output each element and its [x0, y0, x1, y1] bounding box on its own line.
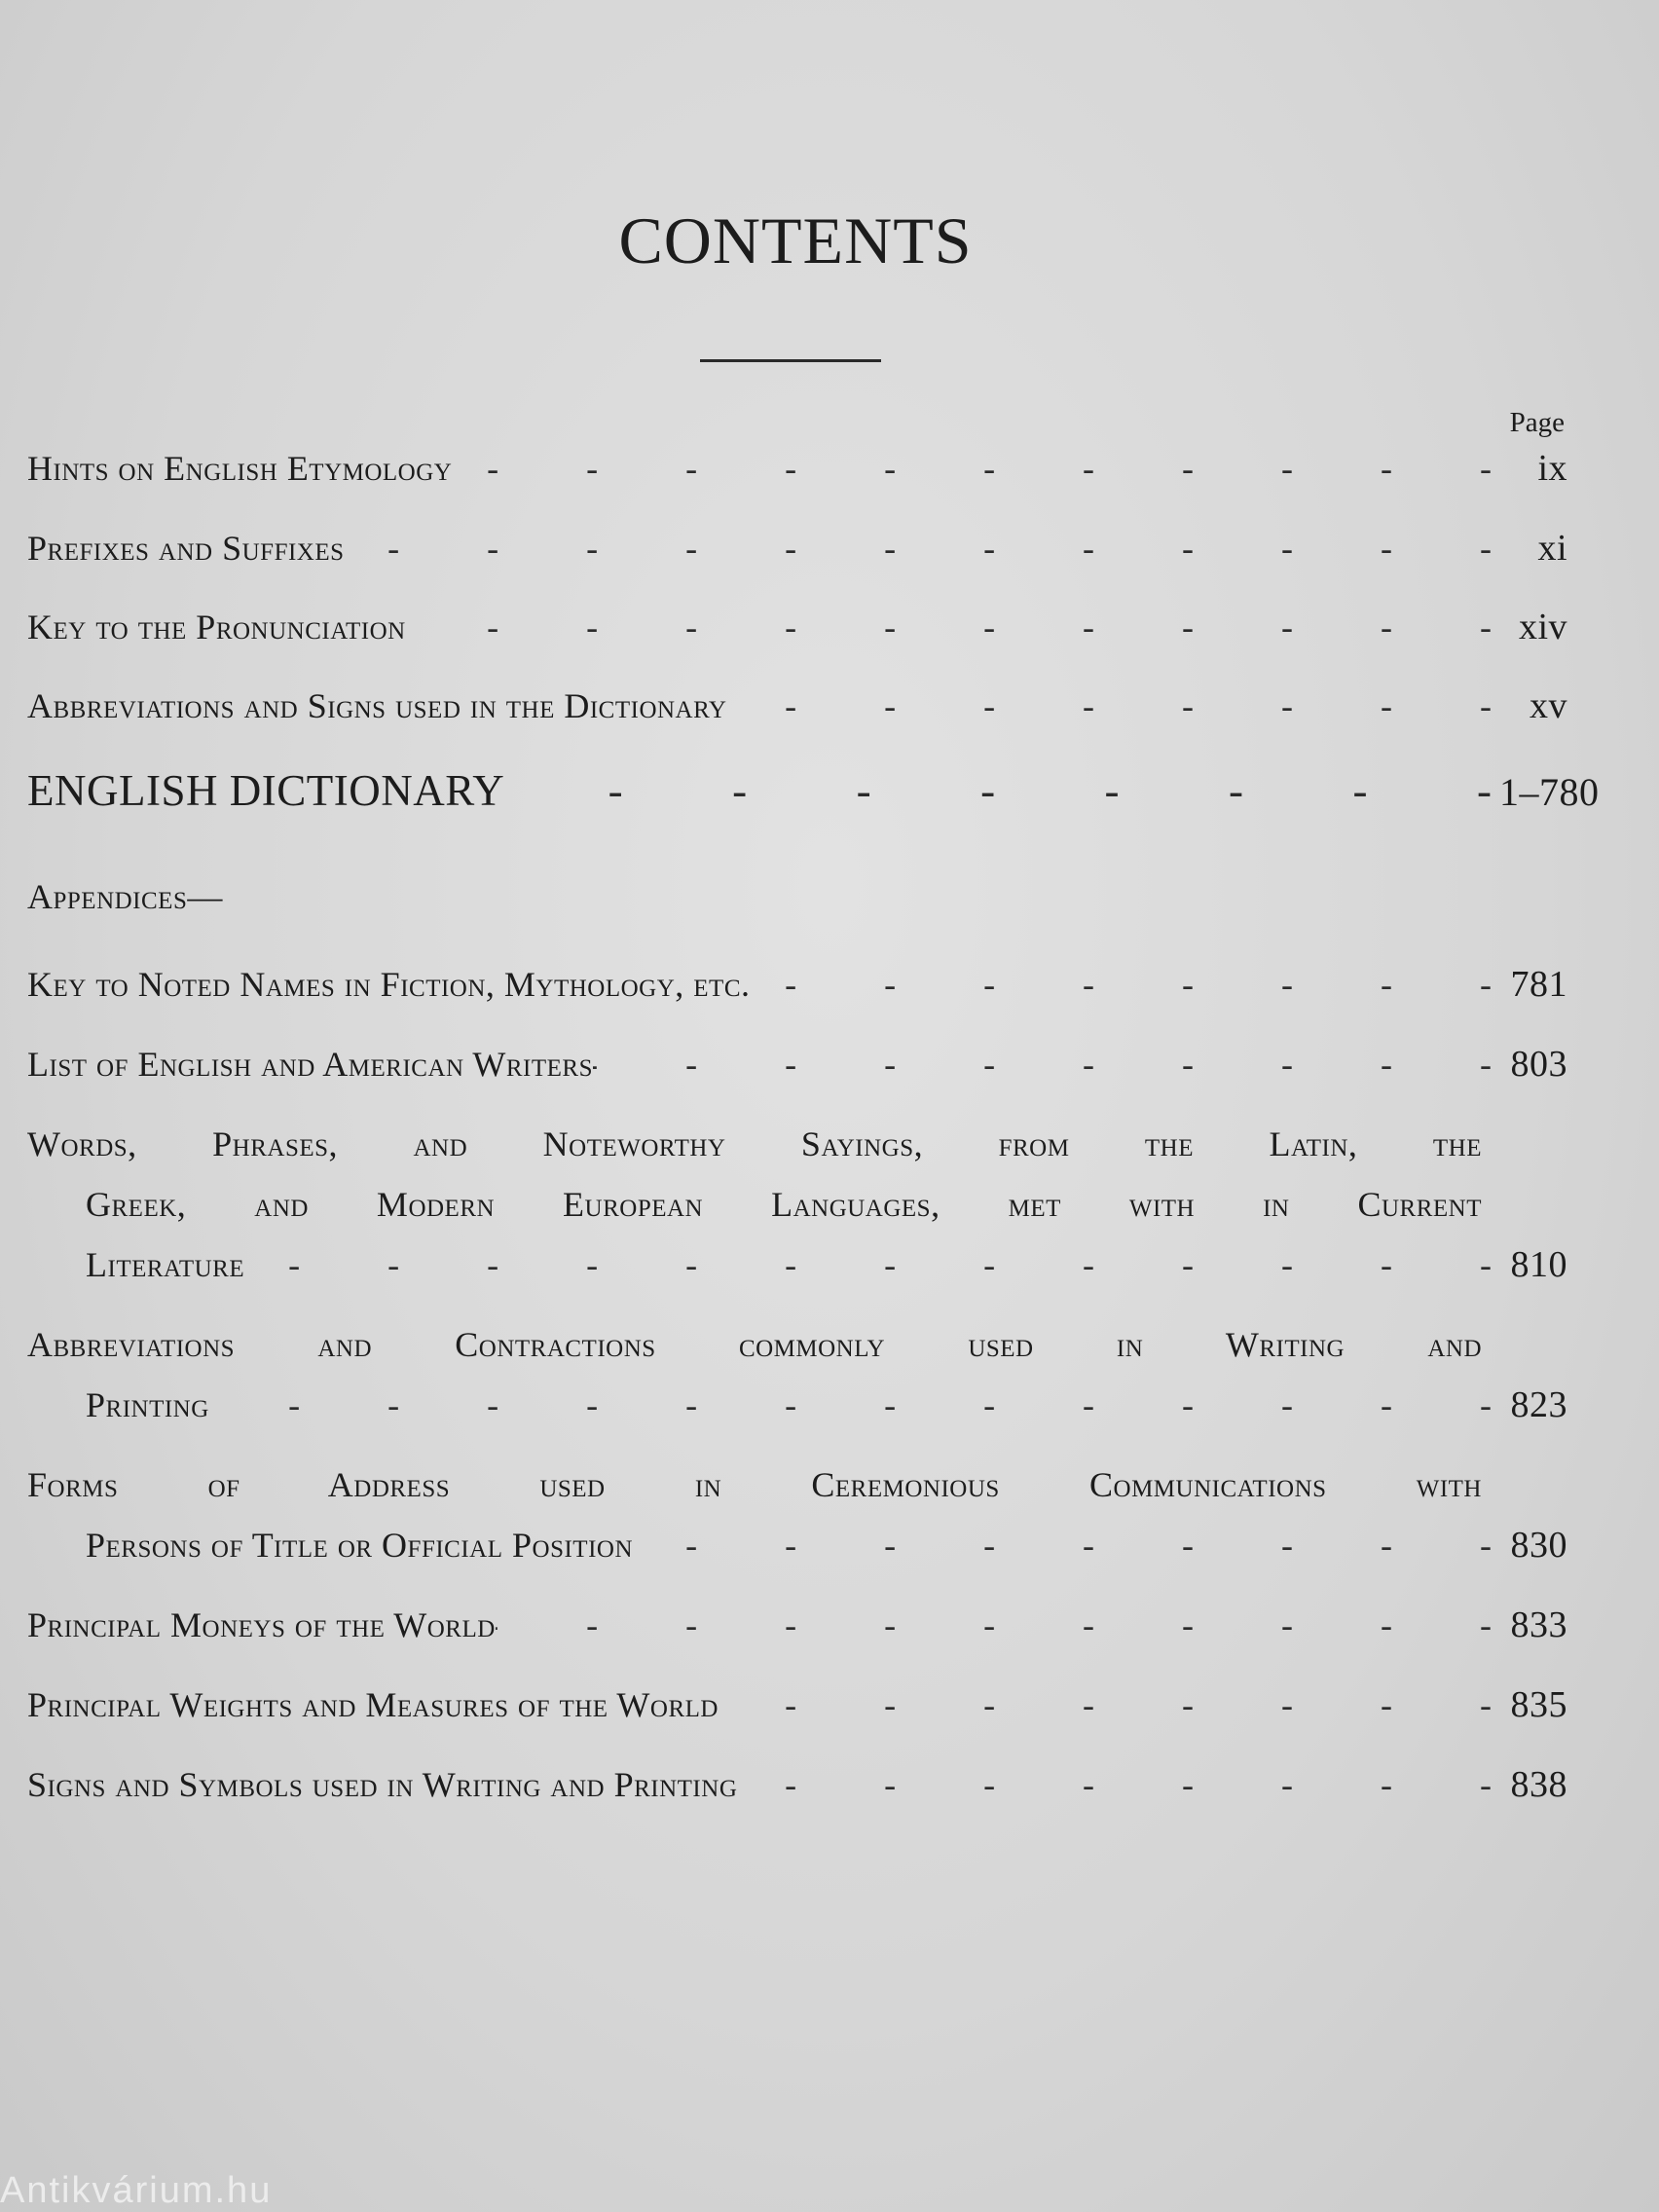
dot-leader: [504, 760, 1492, 821]
toc-entry-main: [27, 760, 1600, 821]
toc-entry-title: Abbreviations and Signs used in the Dictionary: [27, 686, 727, 725]
appendix-entry-page: 781: [1510, 964, 1567, 1005]
toc-entry-title: Hints on English Etymology: [27, 449, 453, 488]
appendix-entry-page: 823: [1510, 1384, 1567, 1425]
appendix-entry-title-line: Persons of Title or Official Position: [86, 1526, 634, 1565]
dot-leader: [244, 1235, 1492, 1295]
appendix-entry: [27, 1114, 1567, 1295]
appendix-entry: [27, 954, 1567, 1014]
toc-entry: [27, 518, 1567, 578]
toc-entry-title: Prefixes and Suffixes: [27, 529, 345, 568]
appendix-entry-title-line: Words, Phrases, and Noteworthy Sayings, from the Latin, the: [27, 1124, 1482, 1163]
appendix-entry: [27, 1595, 1567, 1655]
appendix-entry: [27, 1675, 1567, 1735]
dot-leader: [737, 1754, 1492, 1815]
dot-leader: [209, 1375, 1492, 1435]
toc-entry: [27, 597, 1567, 657]
appendix-entry-page: 835: [1510, 1684, 1567, 1725]
page-column-heading: Page: [1509, 407, 1565, 438]
appendix-entry-title-line: Printing: [86, 1385, 209, 1424]
toc-entry-title: ENGLISH DICTIONARY: [27, 766, 505, 815]
appendix-entry: [27, 1754, 1567, 1815]
appendix-entry-title: List of English and American Writers: [27, 1045, 594, 1084]
dot-leader: [726, 676, 1492, 736]
appendix-entry-title: Signs and Symbols used in Writing and Printing: [27, 1765, 738, 1804]
dot-leader: [345, 518, 1492, 578]
appendix-entry-page: 810: [1510, 1244, 1567, 1285]
toc-entry: [27, 438, 1567, 498]
dot-leader: [719, 1675, 1492, 1735]
watermark: Antikvárium.hu: [0, 2170, 273, 2211]
toc-entry-title: Key to the Pronunciation: [27, 608, 406, 646]
appendix-entry-title-line: Literature: [86, 1245, 245, 1284]
toc-entry-page: xiv: [1518, 607, 1567, 647]
appendix-entry-page: 838: [1510, 1764, 1567, 1805]
toc-entry-page: xi: [1537, 528, 1567, 569]
toc-entry-page: 1–780: [1499, 770, 1600, 814]
appendix-entry-title-line: Abbreviations and Contractions commonly used in Writing and: [27, 1325, 1482, 1364]
appendix-entry-page: 833: [1510, 1604, 1567, 1645]
dot-leader: [593, 1034, 1492, 1094]
appendix-entry-title-line: Forms of Address used in Ceremonious Communications with: [27, 1465, 1482, 1504]
appendix-entry-title: Principal Weights and Measures of the World: [27, 1685, 719, 1724]
appendix-entry: [27, 1314, 1567, 1435]
appendix-entry-page: 830: [1510, 1525, 1567, 1566]
appendices-heading: Appendices—: [27, 877, 223, 916]
appendix-entry-title: Key to Noted Names in Fiction, Mythology, etc.: [27, 965, 751, 1004]
dot-leader: [406, 597, 1492, 657]
appendix-entry-page: 803: [1510, 1044, 1567, 1085]
page-title: CONTENTS: [618, 203, 973, 277]
dot-leader: [496, 1595, 1492, 1655]
appendix-entry-title-line: Greek, and Modern European Languages, met with in Current: [86, 1185, 1482, 1224]
dot-leader: [633, 1515, 1492, 1575]
dot-leader: [452, 438, 1492, 498]
toc-entry-page: ix: [1537, 448, 1567, 489]
toc-entry-page: xv: [1530, 685, 1567, 726]
title-rule: [700, 359, 881, 362]
dot-leader: [751, 954, 1492, 1014]
appendix-entry: [27, 1455, 1567, 1575]
appendix-entry: [27, 1034, 1567, 1094]
appendix-entry-title: Principal Moneys of the World: [27, 1605, 496, 1644]
toc-entry: [27, 676, 1567, 736]
